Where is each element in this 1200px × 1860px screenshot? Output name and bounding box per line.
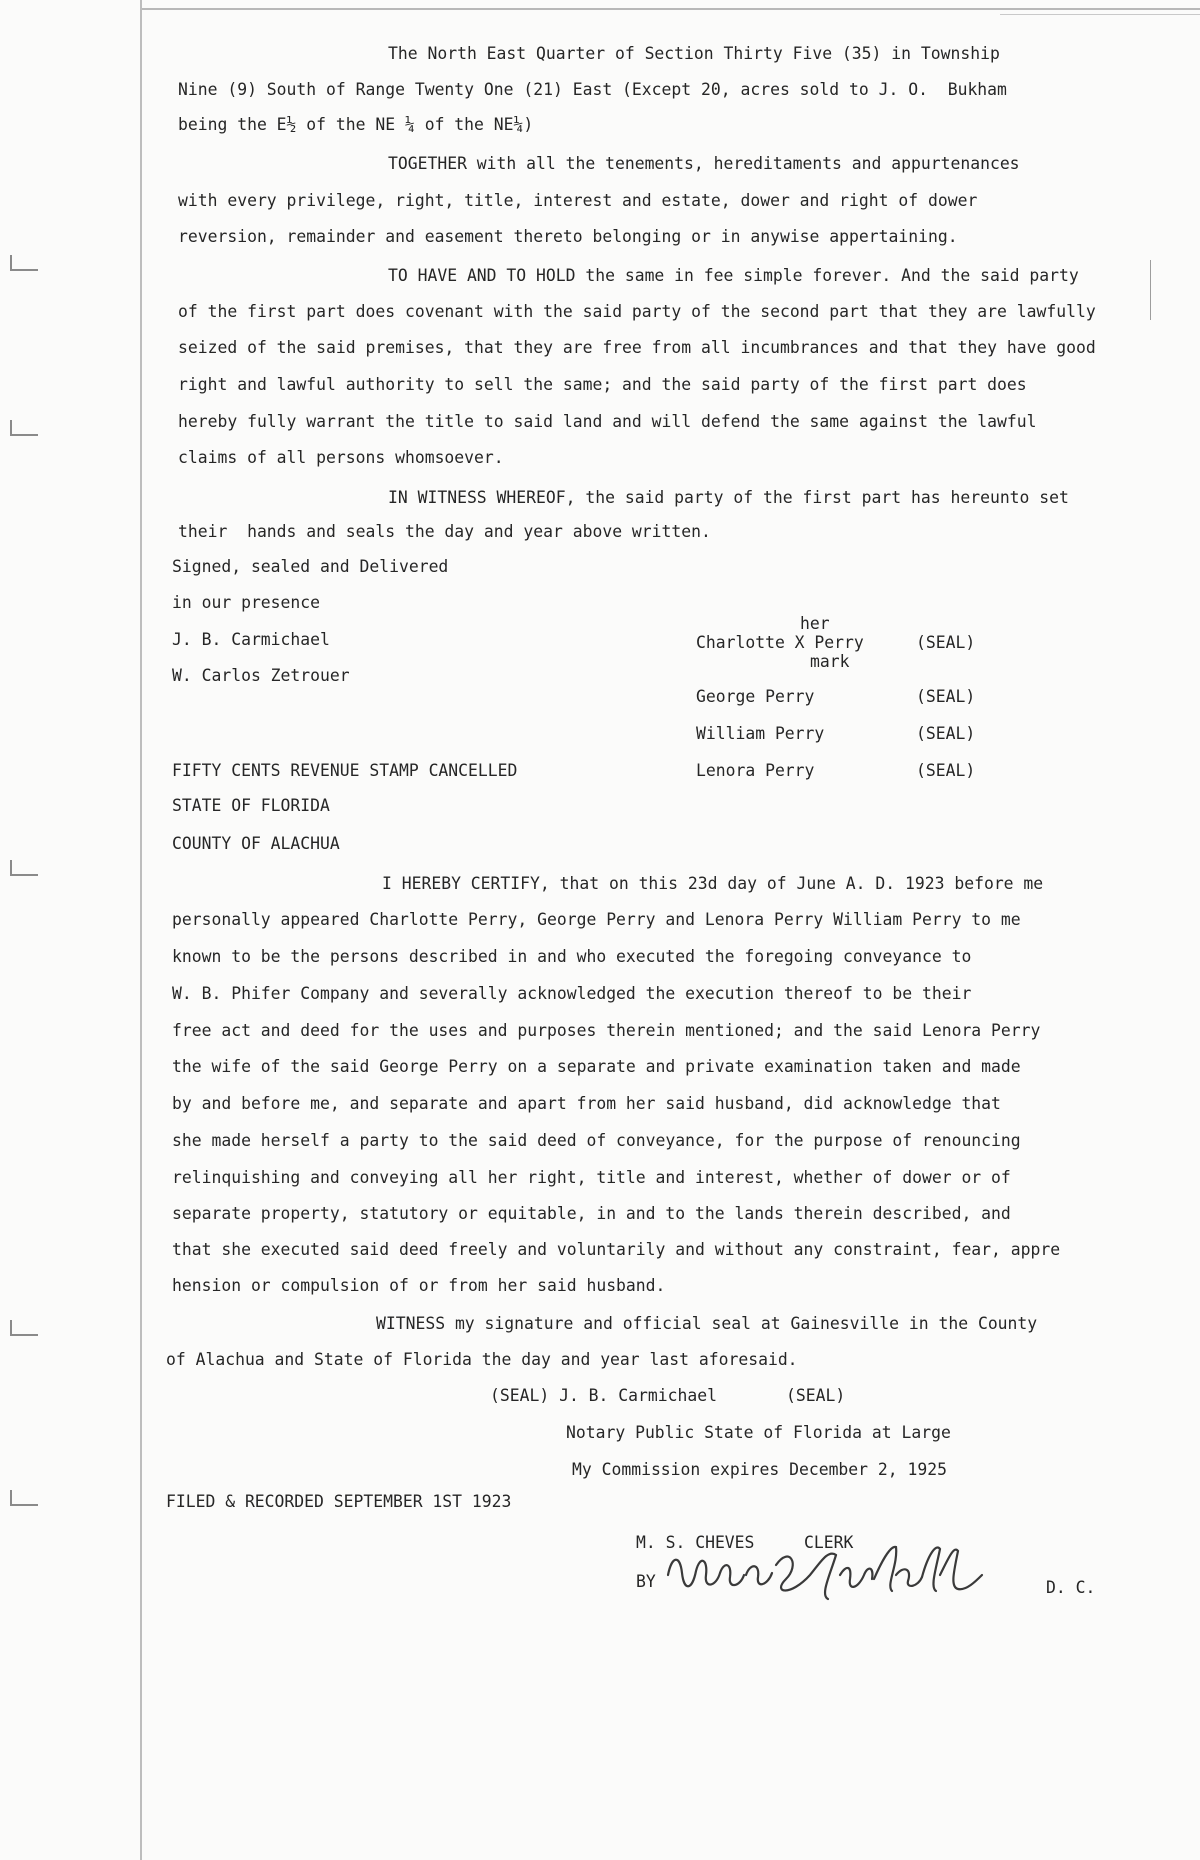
certificate-line: the wife of the said George Perry on a separate and private examination taken and made [172,1057,1021,1076]
deed-text-line: their hands and seals the day and year above written. [178,522,711,541]
binding-mark [10,1490,38,1506]
deputy-clerk-label: D. C. [1046,1578,1096,1597]
filed-recorded-line: FILED & RECORDED SEPTEMBER 1ST 1923 [166,1492,512,1511]
certificate-line: relinquishing and conveying all her right, title and interest, whether of dower or of [172,1168,1011,1187]
binding-mark [10,860,38,876]
commission-expiry: My Commission expires December 2, 1925 [572,1460,947,1479]
her-label: her [800,614,830,633]
grantor-name: William Perry [696,724,825,743]
witness-clause-line: of Alachua and State of Florida the day and year last aforesaid. [166,1350,798,1369]
handwritten-signature [660,1535,1010,1605]
certificate-line: free act and deed for the uses and purposes therein mentioned; and the said Lenora Perry [172,1021,1041,1040]
deed-text-line: The North East Quarter of Section Thirty Five (35) in Township [388,44,1000,63]
deed-text-line: hereby fully warrant the title to said land and will defend the same against the lawful [178,412,1037,431]
seal-label: (SEAL) [916,633,976,652]
certificate-line: that she executed said deed freely and voluntarily and without any constraint, fear, appre [172,1240,1061,1259]
signed-sealed-label: Signed, sealed and Delivered [172,557,449,576]
binding-mark [10,1320,38,1336]
right-margin-mark [1150,260,1151,320]
certificate-line: separate property, statutory or equitable, in and to the lands therein described, and [172,1204,1011,1223]
revenue-stamp-note: FIFTY CENTS REVENUE STAMP CANCELLED [172,761,518,780]
grantor-name: Lenora Perry [696,761,815,780]
certificate-line: by and before me, and separate and apart from her said husband, did acknowledge that [172,1094,1001,1113]
witness-clause-line: WITNESS my signature and official seal at Gainesville in the County [376,1314,1038,1333]
seal-label: (SEAL) [916,687,976,706]
by-label: BY [636,1572,656,1591]
certificate-line: hension or compulsion of or from her said husband. [172,1276,666,1295]
witness-name: J. B. Carmichael [172,630,330,649]
deed-text-line: right and lawful authority to sell the same; and the said party of the first part does [178,375,1027,394]
mark-label: mark [810,652,850,671]
deed-text-line: TO HAVE AND TO HOLD the same in fee simple forever. And the said party [388,266,1079,285]
seal-label: (SEAL) [916,761,976,780]
seal-label: (SEAL) [916,724,976,743]
deed-text-line: claims of all persons whomsoever. [178,448,504,467]
deed-text-line: Nine (9) South of Range Twenty One (21) East (Except 20, acres sold to J. O. Bukham [178,80,1007,99]
top-rule-secondary [1000,14,1200,15]
witness-name: W. Carlos Zetrouer [172,666,350,685]
certificate-line: personally appeared Charlotte Perry, George Perry and Lenora Perry William Perry to me [172,910,1021,929]
deed-text-line: with every privilege, right, title, interest and estate, dower and right of dower [178,191,978,210]
deed-text-line: being the E½ of the NE ¼ of the NE¼) [178,115,534,134]
certificate-line: known to be the persons described in and who executed the foregoing conveyance to [172,947,972,966]
state-line: STATE OF FLORIDA [172,796,330,815]
deed-text-line: reversion, remainder and easement thereto belonging or in anywise appertaining. [178,227,958,246]
binding-mark [10,420,38,436]
binding-mark [10,255,38,271]
certificate-line: I HEREBY CERTIFY, that on this 23d day of June A. D. 1923 before me [382,874,1044,893]
presence-label: in our presence [172,593,321,612]
deed-text-line: of the first part does covenant with the said party of the second part that they are lawfully [178,302,1096,321]
county-line: COUNTY OF ALACHUA [172,834,340,853]
deed-text-line: TOGETHER with all the tenements, hereditaments and appurtenances [388,154,1020,173]
clerk-name: M. S. CHEVES [636,1533,755,1552]
clerk-title: CLERK [804,1533,854,1552]
notary-signature-line: (SEAL) J. B. Carmichael (SEAL) [490,1386,846,1405]
grantor-name: Charlotte X Perry [696,633,864,652]
notary-title: Notary Public State of Florida at Large [566,1423,951,1442]
left-margin-rule [140,0,142,1860]
deed-text-line: seized of the said premises, that they are free from all incumbrances and that they have good [178,338,1096,357]
certificate-line: she made herself a party to the said deed of conveyance, for the purpose of renouncing [172,1131,1021,1150]
deed-text-line: IN WITNESS WHEREOF, the said party of the first part has hereunto set [388,488,1069,507]
certificate-line: W. B. Phifer Company and severally acknowledged the execution thereof to be their [172,984,972,1003]
grantor-name: George Perry [696,687,815,706]
top-rule [140,8,1200,10]
